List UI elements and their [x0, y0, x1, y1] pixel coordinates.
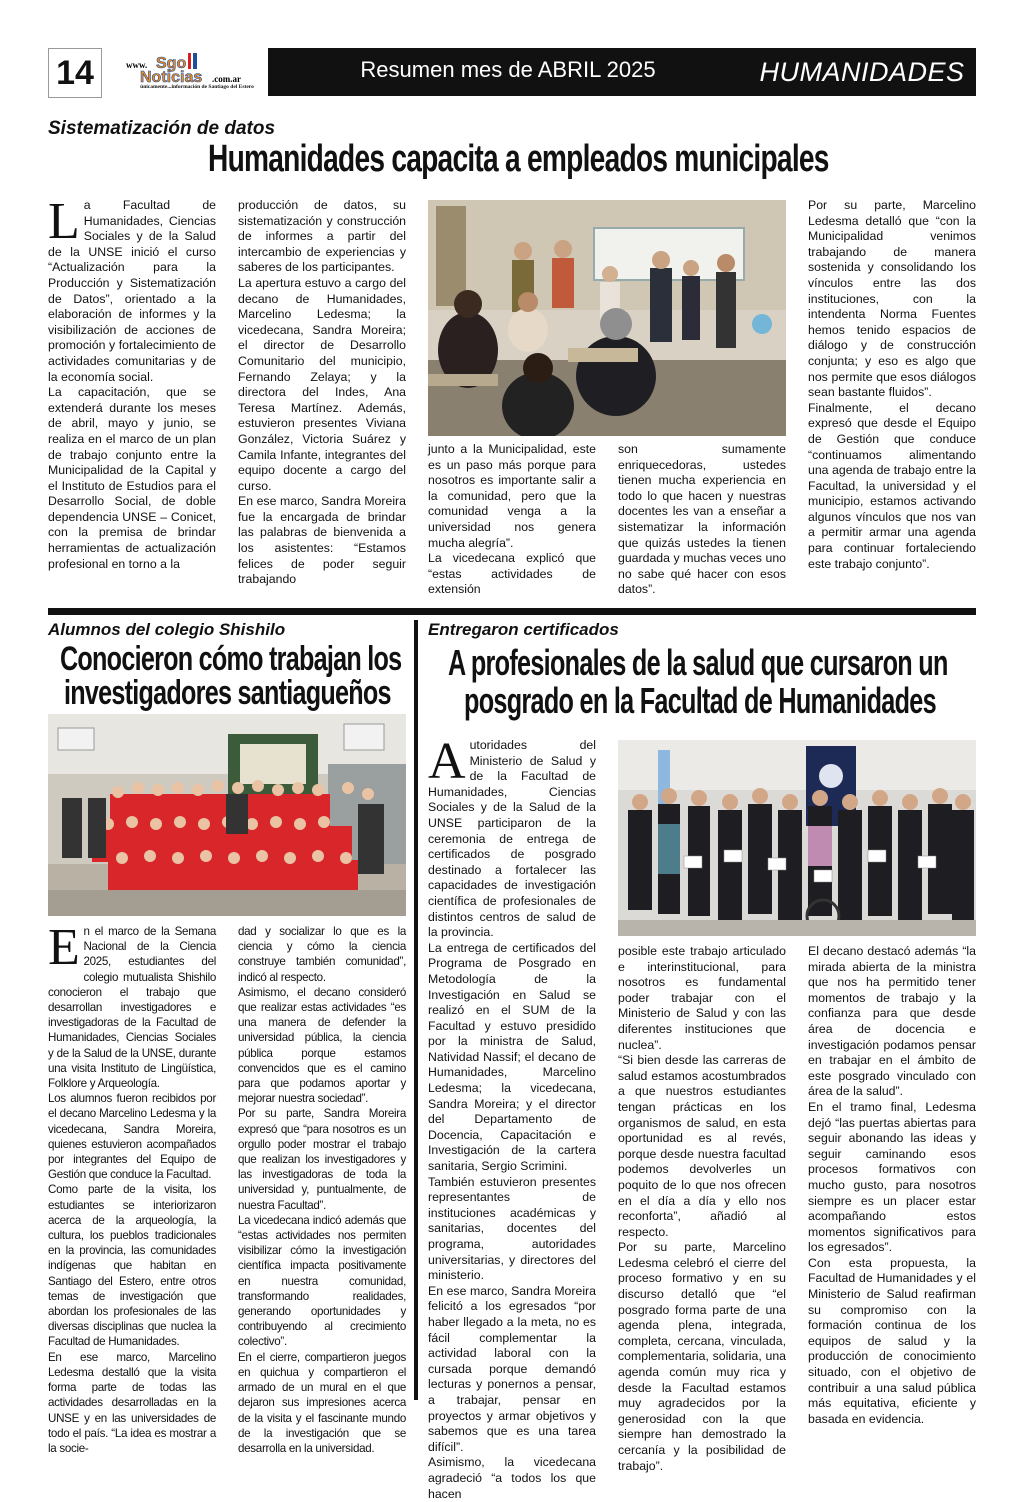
article3-headline-line-2: posgrado en la Facultad de Humanidades: [464, 680, 936, 721]
article3-paragraph-7: “Si bien desde las carreras de salud estamos acostumbrados a que nuestros estudiantes tengan prácticas en los organismos de salud, en esta oportunidad es al revés, porque desde nuestra facultad podemos devolverles un poquito de lo que nos ofrecen en el día a día y ello nos reconforta”, añadió al respecto.: [618, 1053, 786, 1239]
article1-paragraph-4: La apertura estuvo a cargo del decano de Humanidades, Marcelino Ledesma; la vicedecana, Sandra Moreira; el director de Desarrollo Comunitario del municipio, Fernando Zelaya; y la directora del Indes, Ana Teresa Martínez. Además, estuvieron presentes Viviana González, Victoria Suárez y Camila Infante, integrantes del equipo docente a cargo del curso.: [238, 275, 406, 493]
article2-paragraph-9: En el cierre, compartieron juegos en quichua y compartieron el armado de un mural en el que dejaron sus impresiones acerca de la visita y el fascinante mundo de la investigación que se desarrolla en la universidad.: [238, 1350, 406, 1455]
section-divider: [48, 608, 976, 615]
article1-column-4: [618, 442, 786, 598]
column-divider: [414, 620, 418, 1400]
article2-paragraph-2: Los alumnos fueron recibidos por el decano Marcelino Ledesma y la vicedecana, Sandra Moreira, quienes estuvieron acompañados por integrantes del Equipo de Gestión que conduce la Facultad.: [48, 1092, 216, 1182]
article2-dropcap: E: [48, 919, 80, 976]
article1-paragraph-6: junto a la Municipalidad, este es un paso más porque para nosotros es importante salir a la comunidad, pero que la comunidad venga a la universidad nos genera mucha alegría”.: [428, 442, 596, 550]
article3-column-3: [808, 944, 976, 1427]
article1-headline: Humanidades capacita a empleados municipales: [208, 138, 829, 180]
article1-paragraph-10: Finalmente, el decano expresó que desde el Equipo de Gestión que conduce “continuamos alimentando una agenda de trabajo entre la Facultad, la universidad y el municipio, estamos activando algunos vínculos que nos van a permitir armar una agenda para continuar fortaleciendo este trabajo conjunto”.: [808, 400, 976, 571]
logo-domain: .com.ar: [212, 74, 241, 84]
article1-paragraph-8: son sumamente enriquecedoras, ustedes tienen mucha experiencia en todo lo que hacen y nuestras docentes les van a enseñar a sistematizar la información que quizás ustedes la tienen guardada y muchas veces uno no sabe qué hacer con esos datos”.: [618, 442, 786, 597]
article2-paragraph-3: Como parte de la visita, los estudiantes se interiorizaron acerca de la arqueología, la cultura, los pueblos tradicionales en la provincia, las comunidades indígenas que habitan en Santiago del Estero, entre otros temas de investigación que abordan los profesionales de las diversas disciplinas que nuclea la Facultad de Humanidades.: [48, 1183, 216, 1349]
article1-paragraph-7: La vicedecana explicó que “estas actividades de extensión: [428, 551, 596, 597]
article1-dropcap: L: [48, 193, 80, 250]
article1-paragraph-3: producción de datos, su sistematización y construcción de informes a partir del intercambio de experiencias y saberes de los participantes.: [238, 198, 406, 275]
article2-paragraph-5: dad y socializar lo que es la ciencia y cómo la ciencia construye también comunidad”, indicó al respecto.: [238, 925, 406, 984]
article3-paragraph-9: El decano destacó además “la mirada abierta de la ministra que nos ha permitido tener momentos de trabajo y la confianza para que desde área de docencia e investigación podamos pensar en trabajar en el ámbito de este posgrado vinculado con área de la salud”.: [808, 944, 976, 1099]
site-logo[interactable]: [104, 48, 266, 96]
logo-brand-top: Sgo: [156, 55, 187, 72]
article2-headline-line-1: Conocieron cómo trabajan los: [60, 640, 402, 678]
article3-column-2: [618, 944, 786, 1474]
article1-column-5: [808, 198, 976, 572]
article1-paragraph-9: Por su parte, Marcelino Ledesma detalló que “con la Municipalidad venimos trabajando de manera sostenida y consolidando los vínculos entre las dos instituciones, con la intendenta Norma Fuentes hemos tenido espacios de diálogo y de construcción conjunta; y eso es algo que nos permite que esos diálogos sean bastante fluidos”.: [808, 198, 976, 400]
article2-paragraph-6: Asimismo, el decano consideró que realizar estas actividades “es una manera de defender la universidad pública, la ciencia pública porque estamos convencidos que es el camino para que podamos aportar y mejorar nuestra sociedad”.: [238, 985, 406, 1106]
article3-kicker: Entregaron certificados: [428, 620, 619, 639]
article1-column-3: [428, 442, 596, 598]
article3-paragraph-3: También estuvieron presentes representantes de instituciones académicas y sanitarias, docentes del programa, autoridades universitarias, y directores del ministerio.: [428, 1174, 596, 1283]
article2-paragraph-8: La vicedecana indicó además que “estas actividades nos permiten visibilizar cómo la investigación científica impacta positivamente en nuestra comunidad, transformando realidades, generando oportunidades y contribuyendo al crecimiento colectivo”.: [238, 1213, 406, 1349]
logo-brand-bottom: Noticias: [140, 69, 203, 86]
article3-headline-line-1: A profesionales de la salud que cursaron un: [448, 642, 948, 683]
page-number: 14: [48, 48, 102, 98]
classroom-photo: [428, 200, 786, 436]
article3-dropcap: A: [428, 733, 466, 790]
graduates-photo: [618, 740, 976, 936]
article3-column-1: [428, 733, 596, 1502]
article3-paragraph-11: Con esta propuesta, la Facultad de Humanidades y el Ministerio de Salud reafirman su compromiso con la formación continua de los equipos de salud y la producción de conocimiento situado, con el objetivo de contribuir a una salud pública más equitativa, eficiente y basada en evidencia.: [808, 1255, 976, 1426]
article1-kicker: Sistematización de datos: [48, 118, 276, 139]
article2-column-2: [238, 924, 406, 1456]
article2-headline-line-2: investigadores santiagueños: [64, 674, 391, 712]
article2-paragraph-1: n el marco de la Semana Nacional de la Ciencia 2025, estudiantes del colegio mutualista Shishilo conocieron el trabajo que desarrollan investigadores e investigadoras de la Facultad de Humanidades, Ciencias Sociales y de la Salud de la UNSE, durante una visita Instituto de Lingüística, Folklore y Arqueología.: [48, 925, 216, 1091]
article2-paragraph-4: En ese marco, Marcelino Ledesma destalló que la visita forma parte de todas las actividades desarrolladas en la UNSE y en las universidades de todo el país. “La idea es mostrar a la socie-: [48, 1350, 216, 1455]
article1-paragraph-2: La capacitación, que se extenderá durante los meses de abril, mayo y junio, se realiza en el marco de un plan de trabajo conjunto entre la Municipalidad de la Capital y el Instituto de Estudios para el Desarrollo Social, de doble dependencia UNSE – Conicet, con la premisa de brindar herramientas de actualización profesional en torno a la: [48, 385, 216, 571]
issue-summary: Resumen mes de ABRIL 2025: [360, 57, 656, 82]
article3-paragraph-6: posible este trabajo articulado e interinstitucional, para nosotros es fundamental poder trabajar con el Ministerio de Salud y con las diferentes instituciones que nuclea”.: [618, 944, 786, 1052]
section-name: HUMANIDADES: [759, 56, 965, 87]
article1-paragraph-5: En ese marco, Sandra Moreira fue la encargada de brindar las palabras de bienvenida a los asistentes: “Estamos felices de poder seguir trabajando: [238, 494, 406, 587]
students-photo: [48, 714, 406, 916]
logo-www: www.: [126, 60, 148, 70]
article1-column-2: [238, 198, 406, 588]
logo-flag-icon: [188, 53, 197, 69]
article1-column-1: [48, 193, 216, 572]
article1-paragraph-1: a Facultad de Humanidades, Ciencias Sociales y de la Salud de la UNSE inició el curso “Actualización para la Producción y Sistematización de Datos”, orientado a la elaboración de informes y la visibilización de acciones de promoción y fortalecimiento de actividades comunitarias y de la economía social.: [48, 198, 216, 384]
article3-paragraph-2: La entrega de certificados del Programa de Posgrado en Metodología de la Investigación en Salud se realizó en el SUM de la Facultad y estuvo presidido por la ministra de Salud, Natividad Nassif; el decano de Humanidades, Marcelino Ledesma; la vicedecana, Sandra Moreira; y el director del Departamento de Docencia, Capacitación e Investigación de la cartera sanitaria, Sergio Scrimini.: [428, 940, 596, 1174]
article3-paragraph-8: Por su parte, Marcelino Ledesma celebró el cierre del proceso formativo y en su discurso detalló que “el posgrado forma parte de una agenda plena, integrada, completa, cercana, vinculada, complementaria, solidaria, una agenda común muy rica y desde la Facultad estamos muy agradecidos por la generosidad con la que siempre han demostrado la cercanía y la posibilidad de trabajo”.: [618, 1240, 786, 1473]
article2-paragraph-7: Por su parte, Sandra Moreira expresó que “para nosotros es un orgullo poder mostrar el trabajo que realizan los investigadores y las investigadoras de toda la universidad y, puntualmente, de nuestra Facultad”.: [238, 1107, 406, 1212]
article2-column-1: [48, 919, 216, 1456]
article2-kicker: Alumnos del colegio Shishilo: [48, 620, 286, 639]
article3-paragraph-10: En el tramo final, Ledesma dejó “las puertas abiertas para seguir abonando las ideas y seguir caminando esos procesos formativos con mucho gusto, para nosotros siempre es un placer estar acompañando estos momentos significativos para los egresados”.: [808, 1099, 976, 1255]
logo-tagline: únicamente...información de Santiago del Estero: [140, 84, 254, 90]
article3-paragraph-4: En ese marco, Sandra Moreira felicitó a los egresados “por haber llegado a la meta, no es fácil complementar la actividad laboral con la cursada porque demandó lecturas y ponernos a pensar, a trabajar, pensar en proyectos y armar objetivos y sabemos que es una tarea difícil”.: [428, 1283, 596, 1454]
article3-paragraph-1: utoridades del Ministerio de Salud y de la Facultad de Humanidades, Ciencias Sociales y de la Salud de la UNSE participaron de la ceremonia de entrega de certificados de posgrado destinado a fortalecer las capacidades de investigación científica de profesionales de distintos centros de salud de la provincia.: [428, 738, 596, 940]
article3-paragraph-5: Asimismo, la vicedecana agradeció “a todos los que hacen: [428, 1455, 596, 1501]
